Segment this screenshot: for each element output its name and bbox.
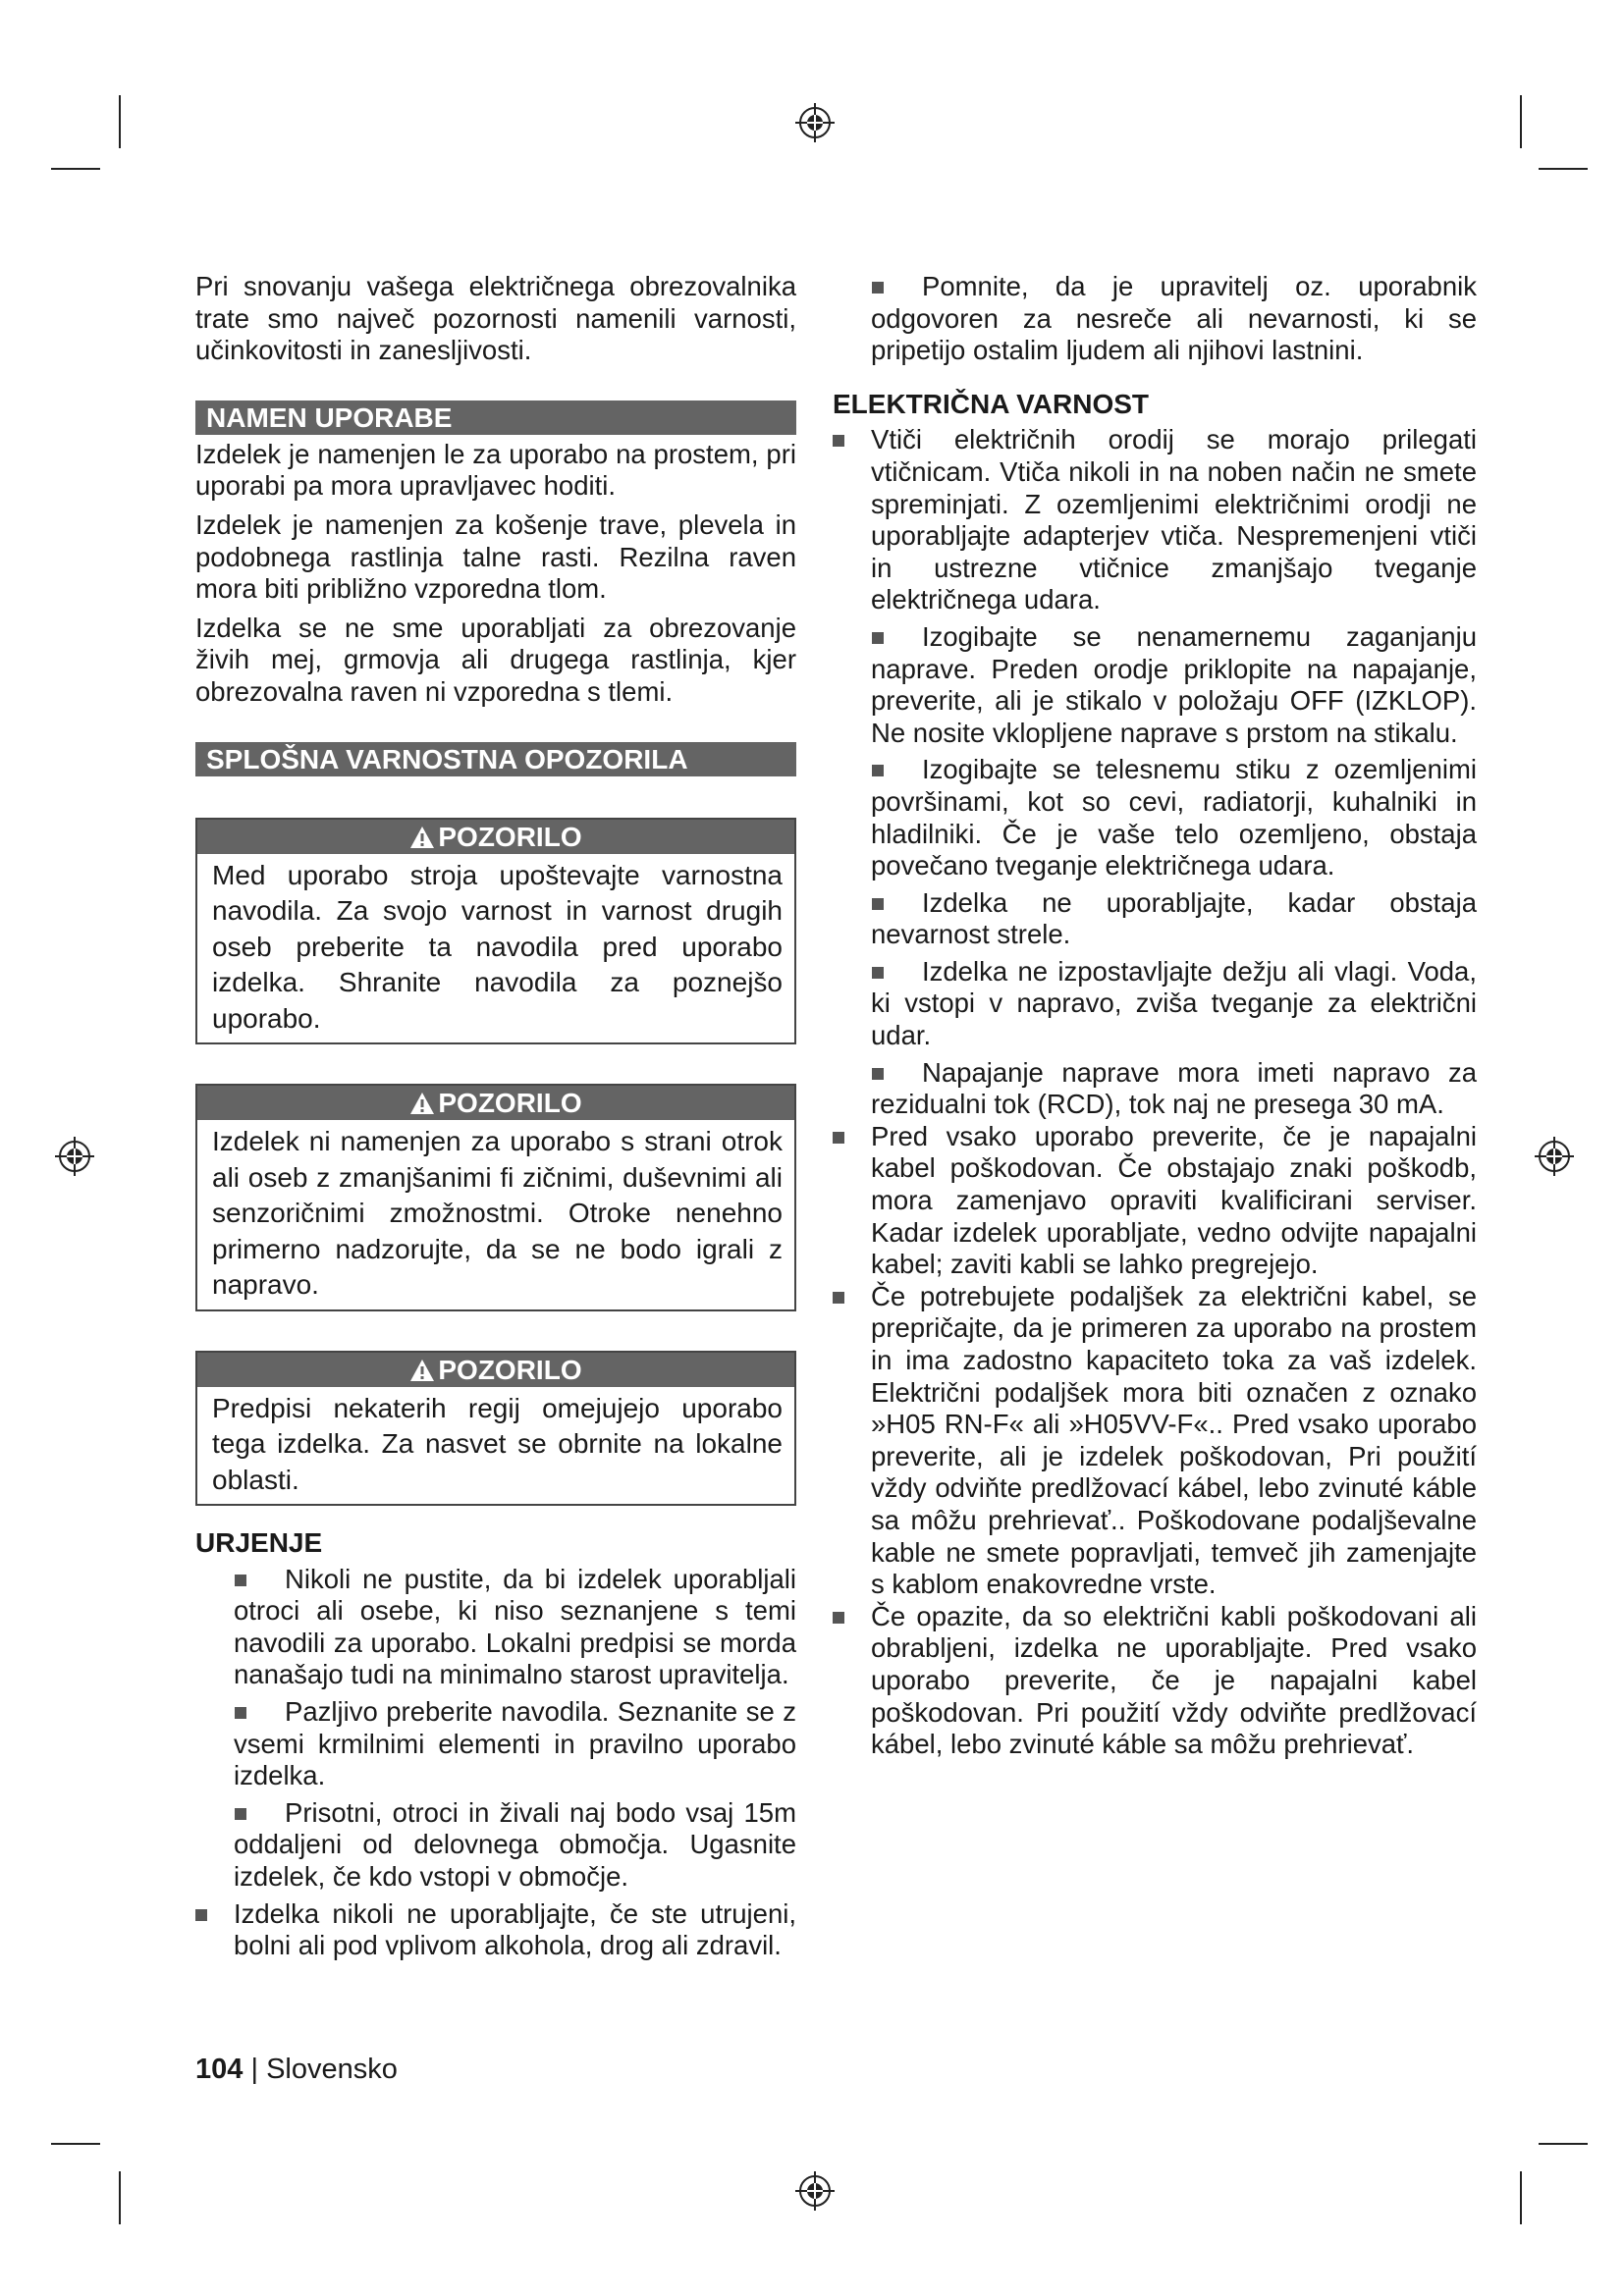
registration-mark-icon	[1533, 1135, 1576, 1178]
warning-header	[197, 1353, 794, 1387]
left-column	[195, 271, 796, 1962]
bullet-square-icon	[872, 765, 884, 776]
bullet-square-icon	[833, 1132, 844, 1144]
warning-box	[195, 1084, 796, 1311]
list-item: Nikoli ne pustite, da bi izdelek uporabljali otroci ali osebe, ki niso seznanjene s temi navodili za uporabo. Lokalni predpisi se morda nanašajo tudi na minimalno starost upravitelja.	[234, 1563, 796, 1690]
bullet-square-icon	[235, 1808, 246, 1820]
warning-text: Izdelek ni namenjen za uporabo s strani otrok ali oseb z zmanjšanimi fi zičnimi, duševnimi ali senzoričnimi zmožnostmi. Otroke nenehno primerno nadzorujte, da se ne bodo igrali z napravo.	[212, 1126, 783, 1301]
footer-separator: |	[250, 2054, 258, 2085]
crop-mark	[1539, 2143, 1588, 2145]
section-heading-splosna-varnostna-opozorila: SPLOŠNA VARNOSTNA OPOZORILA	[195, 742, 796, 776]
registration-mark-icon	[793, 2169, 837, 2213]
warning-triangle-icon	[409, 826, 435, 849]
list-item: Prisotni, otroci in živali naj bodo vsaj 15m oddaljeni od delovnega območja. Ugasnite izdelek, če kdo vstopi v območje.	[234, 1796, 796, 1892]
warning-title: POZORILO	[438, 1088, 582, 1119]
bullet-square-icon	[872, 898, 884, 910]
list-item: Izdelka ne uporabljajte, kadar obstaja nevarnost strele.	[871, 886, 1477, 950]
intro-paragraph: Pri snovanju vašega električnega obrezovalnika trate smo največ pozornosti namenili varnosti, učinkovitosti in zanesljivosti.	[195, 271, 796, 366]
bullet-square-icon	[833, 1612, 844, 1624]
bullet-square-icon	[235, 1575, 246, 1586]
page-number: 104	[195, 2054, 244, 2085]
bullet-square-icon	[833, 1292, 844, 1304]
warning-box	[195, 1351, 796, 1507]
bullet-square-icon	[872, 282, 884, 294]
warning-triangle-icon	[409, 1359, 435, 1382]
list-item: Pred vsako uporabo preverite, če je napajalni kabel poškodovan. Če obstajajo znaki poškodb, mora zamenjavo opraviti kvalificirani serviser. Kadar izdelek uporabljate, vedno odvijte napajalni kabel; zaviti kabli se lahko pregrejejo.	[833, 1121, 1477, 1281]
list-item: Pazljivo preberite navodila. Seznanite se z vsemi krmilnimi elementi in pravilno uporabo izdelka.	[234, 1696, 796, 1791]
section-heading-namen-uporabe: NAMEN UPORABE	[195, 400, 796, 435]
list-item: Pomnite, da je upravitelj oz. uporabnik odgovoren za nesreče ali nevarnosti, ki se pripetijo ostalim ljudem ali njihovi lastnini.	[871, 271, 1477, 366]
list-item: Izdelka nikoli ne uporabljajte, če ste utrujeni, bolni ali pod vplivom alkohola, drog ali zdravil.	[195, 1898, 796, 1962]
crop-mark	[51, 168, 100, 170]
crop-mark	[1520, 95, 1522, 148]
list-item: Izogibajte se telesnemu stiku z ozemljenimi površinami, kot so cevi, radiatorji, kuhalniki in hladilniki. Če je vaše telo ozemljeno, obstaja povečano tveganje električnega udara.	[871, 754, 1477, 881]
bullet-square-icon	[872, 1068, 884, 1080]
namen-paragraph: Izdelek je namenjen le za uporabo na prostem, pri uporabi pa mora upravljavec hoditi.	[195, 438, 796, 502]
list-item: Izogibajte se nenamernemu zaganjanju naprave. Preden orodje priklopite na napajanje, preverite, ali je stikalo v položaju OFF (IZKLOP). Ne nosite vklopljene naprave s prstom na stikalu.	[871, 620, 1477, 748]
bullet-square-icon	[195, 1909, 207, 1921]
crop-mark	[51, 2143, 100, 2145]
warning-title: POZORILO	[438, 821, 582, 852]
section-heading-urjenje: URJENJE	[195, 1527, 323, 1559]
bullet-square-icon	[872, 632, 884, 644]
warning-triangle-icon	[409, 1092, 435, 1115]
list-item: Če potrebujete podaljšek za električni kabel, se prepričajte, da je primeren za uporabo na prostem in ima zadostno kapaciteto toka za vaš izdelek. Električni podaljšek mora biti označen z oznako »H05 RN-F« ali »H05VV-F«.. Pred vsako uporabo preverite, ali je izdelek poškodovan, Pri použití vždy odviňte predlžovací kábel, lebo zvinuté káble sa môžu prehrievať.. Poškodovane podaljševalne kable ne smete popravljati, temveč jih zamenjajte s kablom enakovredne vrste.	[833, 1281, 1477, 1601]
list-item: Napajanje naprave mora imeti napravo za rezidualni tok (RCD), tok naj ne presega 30 mA.	[871, 1056, 1477, 1120]
warning-header	[197, 1086, 794, 1120]
bullet-square-icon	[833, 435, 844, 447]
crop-mark	[119, 95, 121, 148]
warning-box	[195, 818, 796, 1045]
warning-text: Predpisi nekaterih regij omejujejo uporabo tega izdelka. Za nasvet se obrnite na lokalne oblasti.	[212, 1392, 783, 1495]
footer-language: Slovensko	[266, 2054, 398, 2085]
crop-mark	[119, 2171, 121, 2224]
warning-header	[197, 820, 794, 854]
crop-mark	[1520, 2171, 1522, 2224]
list-item: Vtiči električnih orodij se morajo prilegati vtičnicam. Vtiča nikoli in na noben način ne smete spreminjati. Z ozemljenimi električnimi orodji ne uporabljajte adapterjev vtiča. Nespremenjeni vtiči in ustrezne vtičnice zmanjšajo tveganje električnega udara.	[833, 424, 1477, 616]
list-item: Izdelka ne izpostavljajte dežju ali vlagi. Voda, ki vstopi v napravo, zviša tveganje za električni udar.	[871, 955, 1477, 1051]
right-column	[833, 271, 1477, 1761]
page-footer	[195, 2054, 398, 2086]
section-heading-elektricna-varnost: ELEKTRIČNA VARNOST	[833, 388, 1149, 419]
warning-title: POZORILO	[438, 1354, 582, 1385]
namen-paragraph: Izdelek je namenjen za košenje trave, plevela in podobnega rastlinja talne rasti. Rezilna raven mora biti približno vzporedna tlom.	[195, 508, 796, 605]
registration-mark-icon	[793, 101, 837, 144]
list-item: Če opazite, da so električni kabli poškodovani ali obrabljeni, izdelka ne uporabljajte. Pred vsako uporabo preverite, če je napajalni kabel poškodovan. Pri použití vždy odviňte predlžovací kábel, lebo zvinuté káble sa môžu prehrievať.	[833, 1601, 1477, 1761]
warning-text: Med uporabo stroja upoštevajte varnostna navodila. Za svojo varnost in varnost drugih oseb preberite ta navodila pred uporabo izdelka. Shranite navodila za poznejšo uporabo.	[212, 859, 783, 1034]
bullet-square-icon	[872, 967, 884, 979]
bullet-square-icon	[235, 1707, 246, 1719]
crop-mark	[1539, 168, 1588, 170]
registration-mark-icon	[53, 1135, 96, 1178]
namen-paragraph: Izdelka se ne sme uporabljati za obrezovanje živih mej, grmovja ali drugega rastlinja, kjer obrezovalna raven ni vzporedna s tlemi.	[195, 612, 796, 707]
